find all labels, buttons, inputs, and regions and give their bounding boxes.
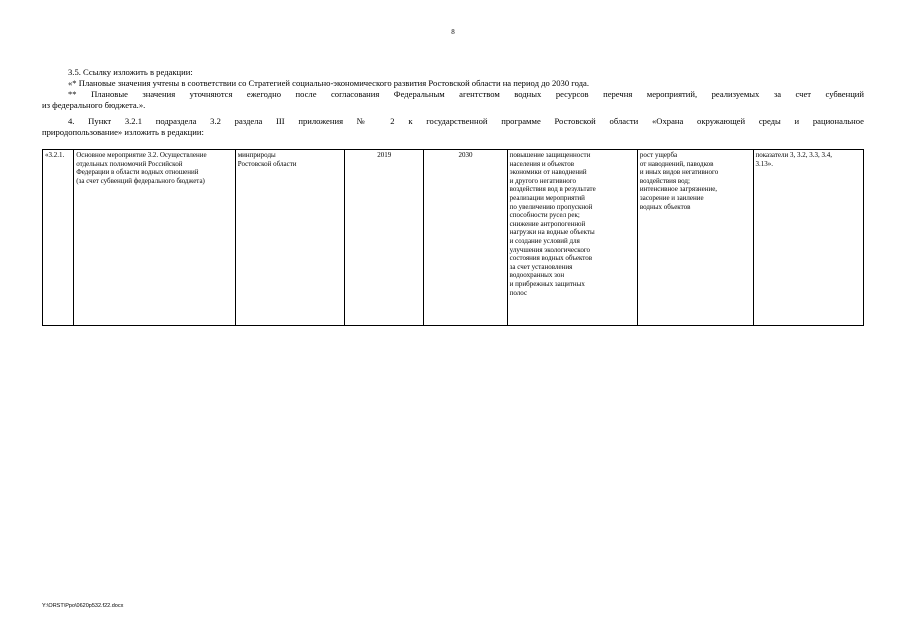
paragraph-footnote-2-line1: ** Плановые значения уточняются ежегодно после согласования Федеральным агентством водных ресурсов перечня мероприятий, реализуемых за счет субвенций — [68, 89, 864, 99]
paragraph-footnote-2-line2: из федерального бюджета.». — [42, 100, 146, 110]
paragraph-3-5: 3.5. Ссылку изложить в редакции: — [68, 67, 193, 77]
page-number: 8 — [451, 28, 455, 36]
consequence-line: рост ущерба — [639, 151, 678, 159]
cell-consequences — [637, 150, 753, 326]
event-line: отдельных полномочий Российской — [76, 159, 183, 168]
cell-executor — [235, 150, 344, 326]
consequence-line: водных объектов — [639, 202, 691, 211]
result-line: и другого негативного — [509, 176, 576, 185]
result-line: полос — [509, 288, 528, 297]
cell-start-year: 2019 — [345, 150, 424, 326]
consequence-line: интенсивное загрязнение, — [639, 185, 718, 194]
program-table — [42, 149, 864, 326]
result-line: нагрузки на водные объекты — [509, 228, 595, 237]
cell-number: «3.2.1. — [43, 150, 74, 326]
consequence-line: и иных видов негативного — [639, 168, 719, 177]
result-line: повышение защищенности — [509, 151, 591, 159]
result-line: снижение антропогенной — [509, 219, 586, 228]
result-line: воздействия вод в результате — [509, 185, 596, 194]
cell-event — [74, 150, 235, 326]
result-line: за счет установления — [509, 262, 573, 271]
indicators-line: 3.13». — [755, 159, 774, 168]
result-line: и создание условий для — [509, 236, 580, 245]
cell-end-year: 2030 — [424, 150, 507, 326]
result-line: экономики от наводнений — [509, 168, 587, 177]
result-line: водоохранных зон — [509, 271, 565, 280]
consequence-line: засорение и заиление — [639, 193, 704, 202]
footer-file-path: Y:\ORST\Ppo\0620p532.f22.docx — [42, 603, 124, 609]
result-line: по увеличению пропускной — [509, 202, 593, 211]
result-line: состояния водных объектов — [509, 254, 593, 263]
paragraph-4-line1: 4. Пункт 3.2.1 подраздела 3.2 раздела III приложения № 2 к государственной программе Ростовской области «Охрана окружающей среды и рациональное — [68, 116, 864, 126]
consequence-line: воздействия вод; — [639, 176, 690, 185]
result-line: улучшения экологического — [509, 245, 591, 254]
result-line: способности русел рек; — [509, 211, 580, 220]
cell-result — [507, 150, 637, 326]
indicators-line: показатели 3, 3.2, 3.3, 3.4, — [755, 151, 833, 159]
executor-line: минприроды — [237, 151, 276, 159]
paragraph-footnote-1: «* Плановые значения учтены в соответствии со Стратегией социально-экономического развития Ростовской области на период до 2030 года. — [68, 78, 589, 88]
event-line: (за счет субвенций федерального бюджета) — [76, 176, 205, 185]
result-line: населения и объектов — [509, 159, 575, 168]
paragraph-4-line2: природопользование» изложить в редакции: — [42, 127, 204, 137]
event-line: Федерации в области водных отношений — [76, 168, 199, 177]
executor-line: Ростовской области — [237, 159, 297, 168]
consequence-line: от наводнений, паводков — [639, 159, 714, 168]
result-line: и прибрежных защитных — [509, 279, 585, 288]
result-line: реализации мероприятий — [509, 193, 585, 202]
cell-indicators — [753, 150, 863, 326]
event-line: Основное мероприятие 3.2. Осуществление — [76, 151, 207, 159]
table-row — [43, 150, 864, 326]
